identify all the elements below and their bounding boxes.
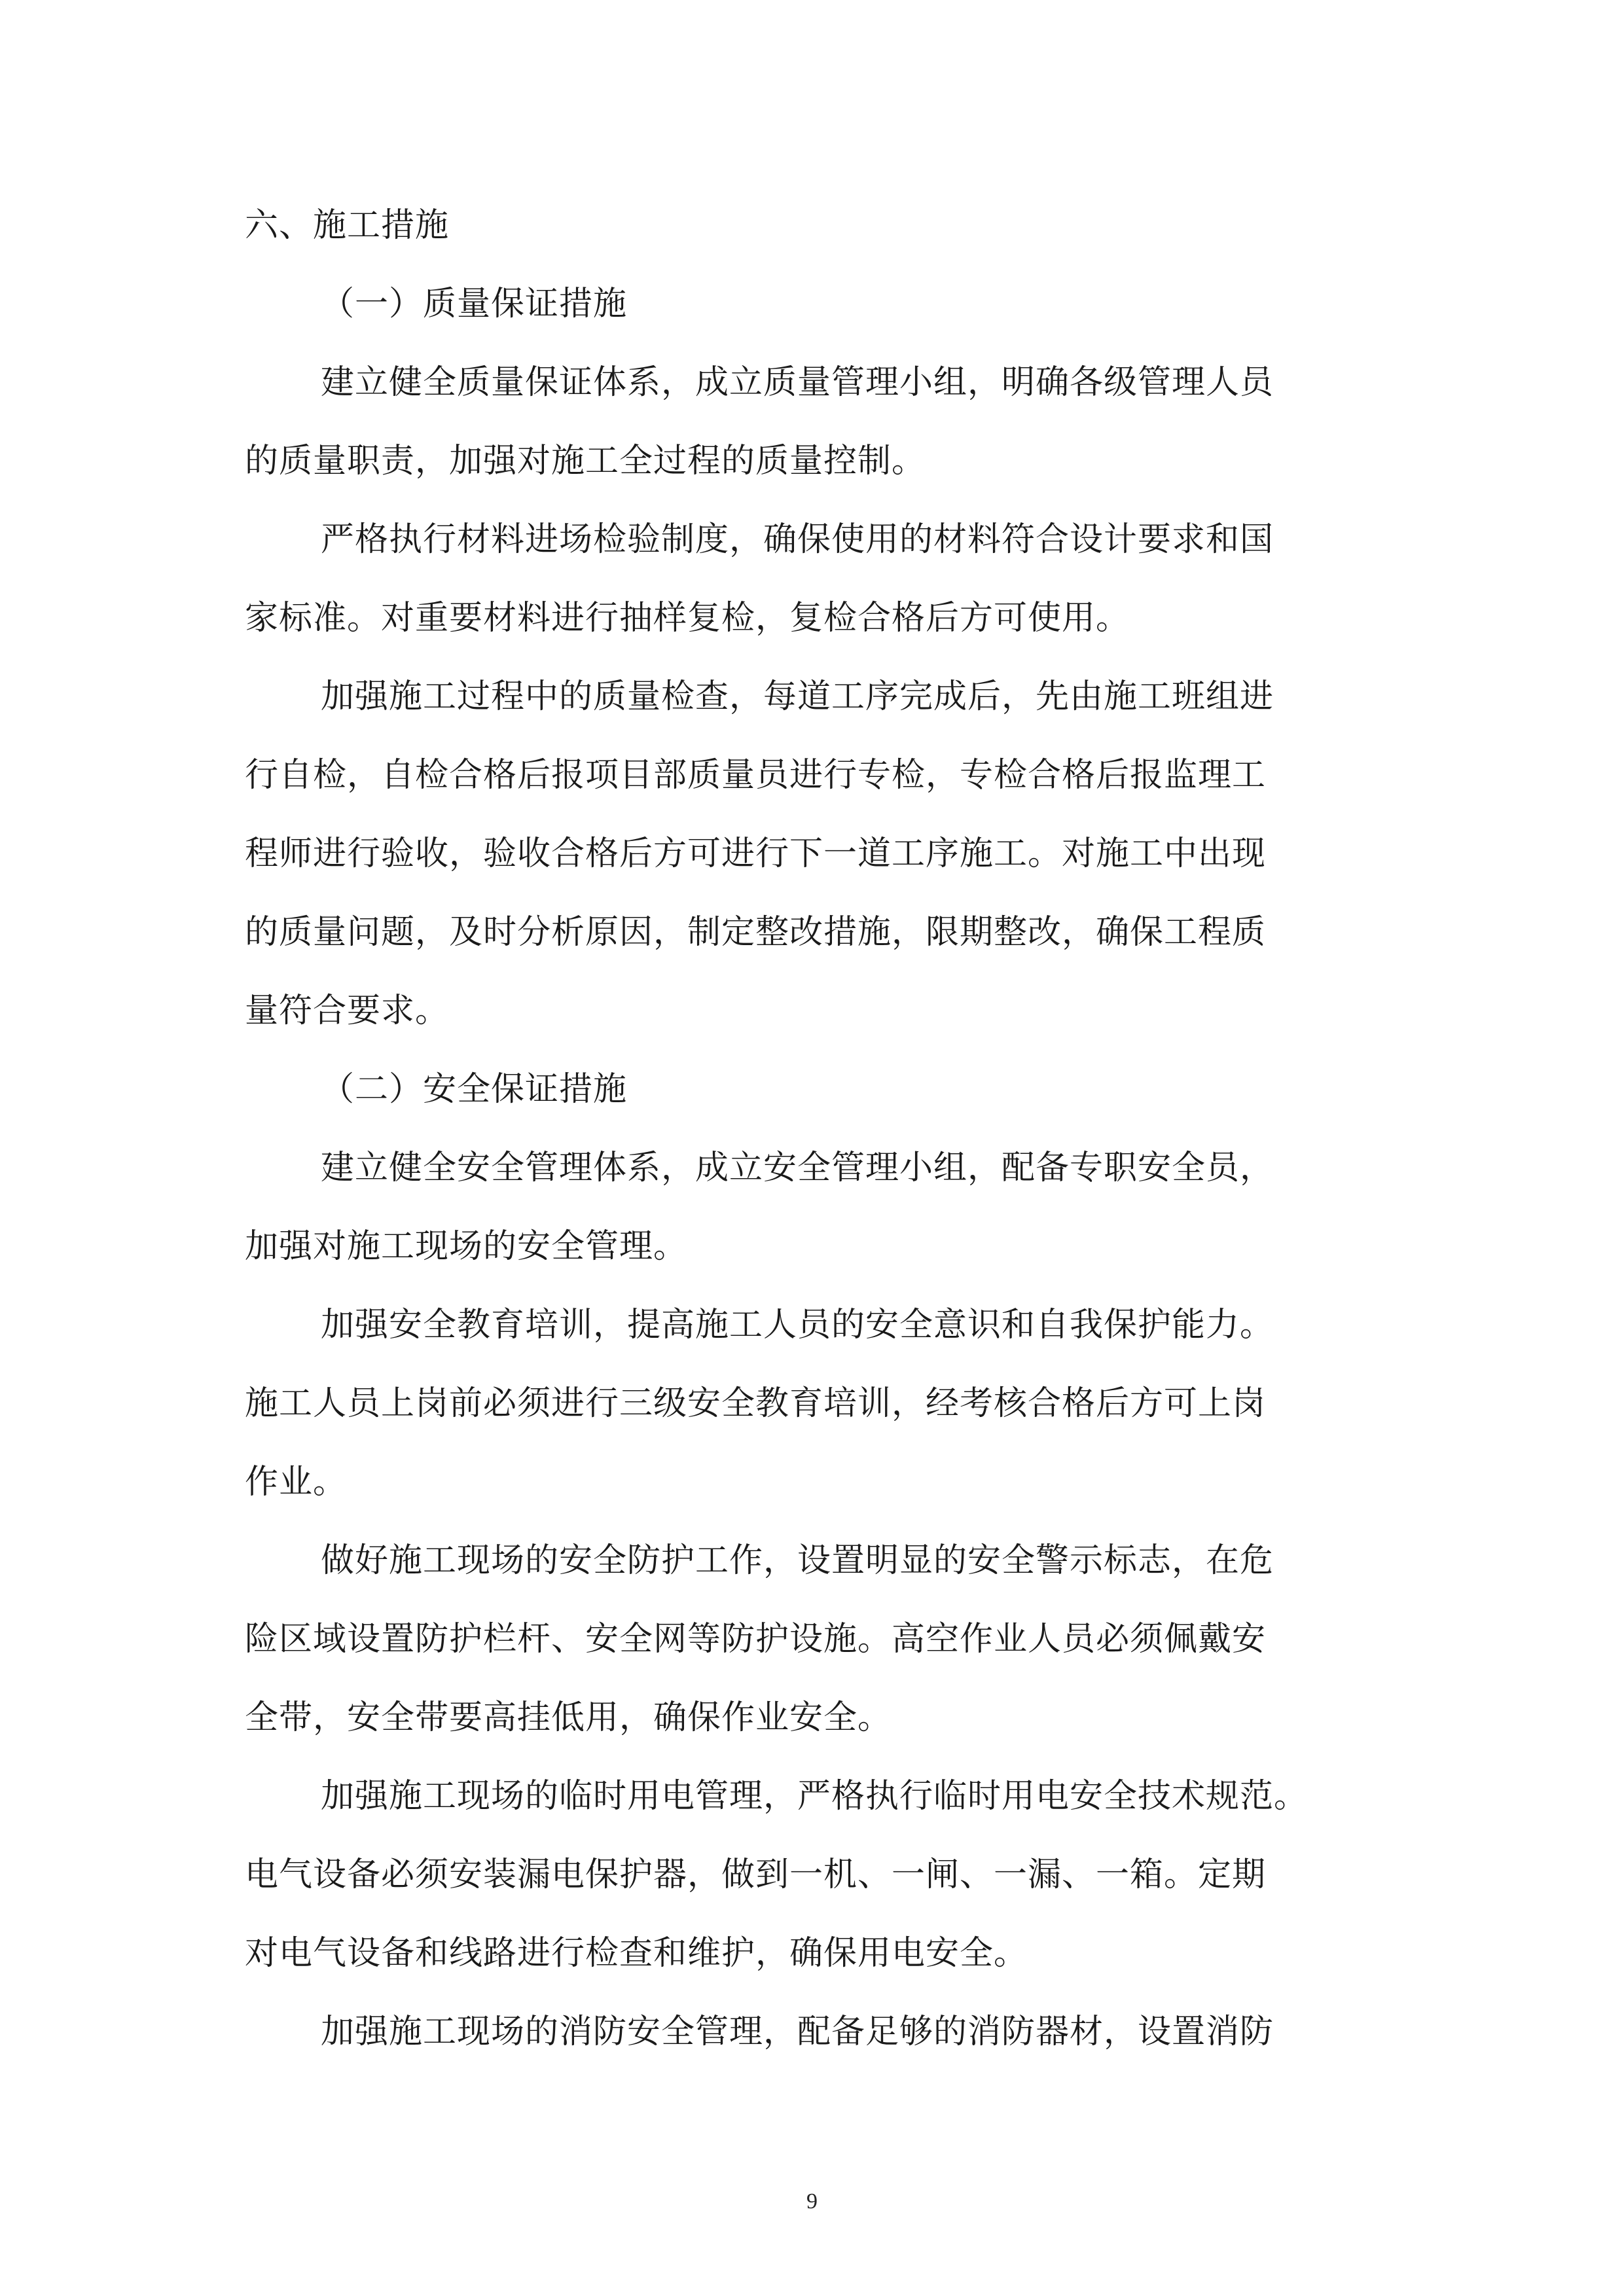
paragraph-line: 全带，安全带要高挂低用，确保作业安全。 [245, 1698, 892, 1737]
paragraph-line: 对电气设备和线路进行检查和维护，确保用电安全。 [245, 1934, 1028, 1973]
paragraph-line: 加强施工过程中的质量检查，每道工序完成后，先由施工班组进 [321, 677, 1274, 716]
paragraph-line: 的质量职责，加强对施工全过程的质量控制。 [245, 442, 926, 480]
paragraph-line: 施工人员上岗前必须进行三级安全教育培训，经考核合格后方可上岗 [245, 1384, 1267, 1423]
paragraph-line: 险区域设置防护栏杆、安全网等防护设施。高空作业人员必须佩戴安 [245, 1620, 1267, 1659]
paragraph-line: 电气设备必须安装漏电保护器，做到一机、一闸、一漏、一箱。定期 [245, 1856, 1267, 1894]
paragraph-line: 作业。 [245, 1463, 348, 1501]
paragraph-line: 建立健全安全管理体系，成立安全管理小组，配备专职安全员， [321, 1149, 1274, 1187]
paragraph-line: 家标准。对重要材料进行抽样复检，复检合格后方可使用。 [245, 599, 1130, 637]
paragraph-line: 严格执行材料进场检验制度，确保使用的材料符合设计要求和国 [321, 520, 1274, 559]
subsection-title-safety: （二）安全保证措施 [321, 1070, 628, 1109]
paragraph-line: 行自检，自检合格后报项目部质量员进行专检，专检合格后报监理工 [245, 756, 1267, 795]
paragraph-line: 加强施工现场的消防安全管理，配备足够的消防器材，设置消防 [321, 2013, 1274, 2051]
subsection-title-quality: （一）质量保证措施 [321, 285, 628, 323]
paragraph-line: 加强施工现场的临时用电管理，严格执行临时用电安全技术规范。 [321, 1777, 1308, 1816]
paragraph-line: 建立健全质量保证体系，成立质量管理小组，明确各级管理人员 [321, 363, 1274, 402]
paragraph-line: 程师进行验收，验收合格后方可进行下一道工序施工。对施工中出现 [245, 834, 1267, 873]
section-heading: 六、施工措施 [245, 206, 450, 245]
page-number: 9 [806, 2189, 818, 2214]
paragraph-line: 的质量问题，及时分析原因，制定整改措施，限期整改，确保工程质 [245, 913, 1267, 952]
paragraph-line: 量符合要求。 [245, 992, 450, 1030]
paragraph-line: 做好施工现场的安全防护工作，设置明显的安全警示标志，在危 [321, 1541, 1274, 1580]
paragraph-line: 加强对施工现场的安全管理。 [245, 1227, 688, 1266]
paragraph-line: 加强安全教育培训，提高施工人员的安全意识和自我保护能力。 [321, 1306, 1274, 1344]
